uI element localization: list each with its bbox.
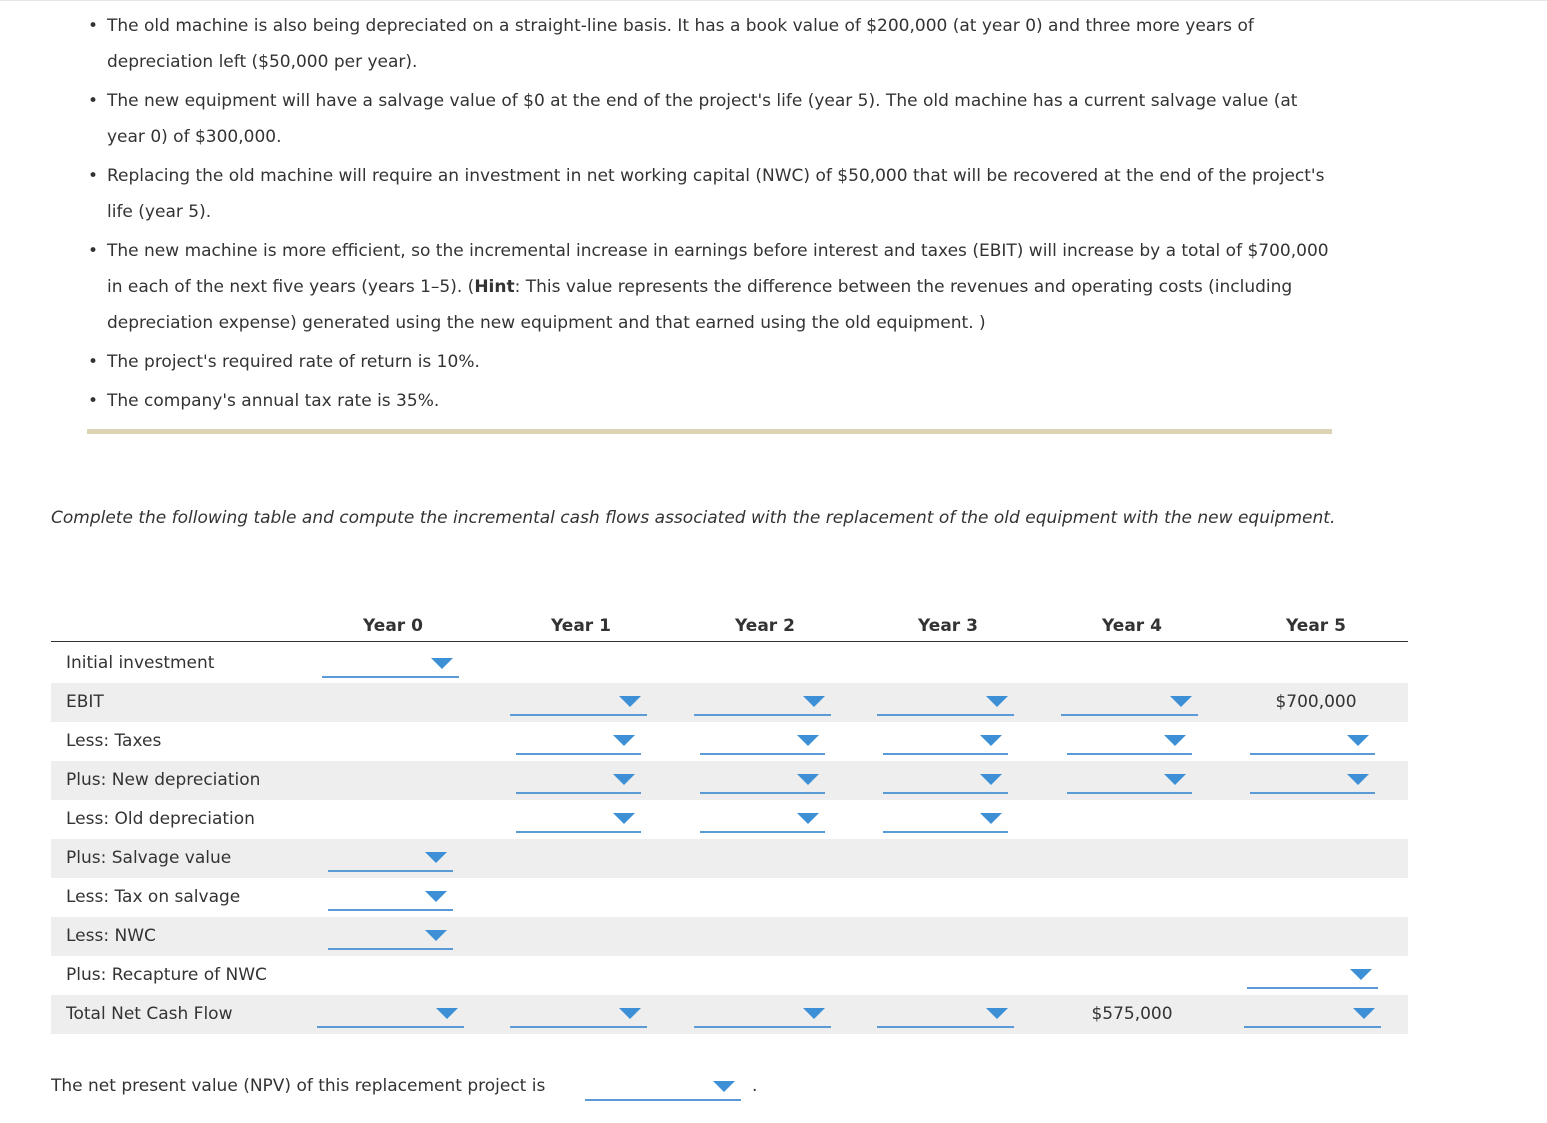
triangle-down-icon: [1164, 774, 1186, 785]
triangle-down-icon: [425, 891, 447, 902]
triangle-down-icon: [980, 774, 1002, 785]
instruction-text: Complete the following table and compute the incremental cash flows associated with the replacement of the old equipment with the new equipment.: [51, 508, 1336, 528]
dropdown-ebit-year4[interactable]: [1061, 686, 1198, 716]
row-label: Initial investment: [66, 653, 215, 673]
triangle-down-icon: [797, 735, 819, 746]
dropdown-npv[interactable]: [585, 1071, 741, 1101]
triangle-down-icon: [1170, 696, 1192, 707]
triangle-down-icon: [713, 1081, 735, 1092]
npv-period: .: [752, 1076, 758, 1096]
assumption-list: [87, 8, 1337, 422]
triangle-down-icon: [986, 696, 1008, 707]
triangle-down-icon: [797, 774, 819, 785]
triangle-down-icon: [1164, 735, 1186, 746]
dropdown-salvage-year0[interactable]: [328, 842, 453, 872]
row-label: Less: NWC: [66, 926, 156, 946]
dropdown-ebit-year2[interactable]: [694, 686, 831, 716]
dropdown-taxes-year2[interactable]: [700, 725, 825, 755]
dropdown-new-dep-year2[interactable]: [700, 764, 825, 794]
row-label: Plus: Recapture of NWC: [66, 965, 267, 985]
triangle-down-icon: [619, 696, 641, 707]
header-year-4: Year 4: [1102, 616, 1162, 636]
row-label: EBIT: [66, 692, 104, 712]
header-year-3: Year 3: [918, 616, 978, 636]
dropdown-new-dep-year3[interactable]: [883, 764, 1008, 794]
row-initial-investment: [51, 644, 1408, 683]
dropdown-taxes-year3[interactable]: [883, 725, 1008, 755]
triangle-down-icon: [803, 696, 825, 707]
total-year4-value: $575,000: [1091, 1004, 1173, 1024]
bullet-salvage: • The new equipment will have a salvage value of $0 at the end of the project's life (year 5). The old machine has a current salvage value (at year 0) of $300,000.: [87, 83, 1337, 155]
row-salvage: [51, 839, 1408, 878]
triangle-down-icon: [613, 774, 635, 785]
triangle-down-icon: [1347, 735, 1369, 746]
triangle-down-icon: [613, 813, 635, 824]
ebit-year5-value: $700,000: [1275, 692, 1357, 712]
dropdown-taxes-year1[interactable]: [516, 725, 641, 755]
bullet-tax: • The company's annual tax rate is 35%.: [87, 383, 1337, 419]
dropdown-total-year3[interactable]: [877, 998, 1014, 1028]
dropdown-total-year0[interactable]: [317, 998, 464, 1028]
bullet-nwc: • Replacing the old machine will require an investment in net working capital (NWC) of $50,000 that will be recovered at the end of the project's life (year 5).: [87, 158, 1337, 230]
triangle-down-icon: [1353, 1008, 1375, 1019]
header-rule: [51, 641, 1408, 642]
triangle-down-icon: [436, 1008, 458, 1019]
dropdown-old-dep-year1[interactable]: [516, 803, 641, 833]
header-year-2: Year 2: [735, 616, 795, 636]
dropdown-new-dep-year5[interactable]: [1250, 764, 1375, 794]
bullet-ebit-text: The new machine is more efficient, so the incremental increase in earnings before interest and taxes (EBIT) will increase by a total of $700,000 in each of the next five years (years 1–5). (: [107, 241, 1329, 297]
bullet-rate: • The project's required rate of return is 10%.: [87, 344, 1337, 380]
dropdown-old-dep-year3[interactable]: [883, 803, 1008, 833]
dropdown-total-year1[interactable]: [510, 998, 647, 1028]
header-year-0: Year 0: [363, 616, 423, 636]
dropdown-ebit-year1[interactable]: [510, 686, 647, 716]
row-nwc: [51, 917, 1408, 956]
bullet-ebit-hint: : This value represents the difference between the revenues and operating costs (including depreciation expense) generated using the new equipment and that earned using the old equipment. ): [107, 277, 1293, 333]
triangle-down-icon: [425, 930, 447, 941]
triangle-down-icon: [431, 658, 453, 669]
triangle-down-icon: [803, 1008, 825, 1019]
dropdown-nwc-year0[interactable]: [328, 920, 453, 950]
dropdown-total-year5[interactable]: [1244, 998, 1381, 1028]
row-label: Less: Taxes: [66, 731, 162, 751]
triangle-down-icon: [986, 1008, 1008, 1019]
top-border: [0, 0, 1547, 1]
dropdown-recapture-nwc-year5[interactable]: [1247, 959, 1378, 989]
triangle-down-icon: [797, 813, 819, 824]
row-tax-on-salvage: [51, 878, 1408, 917]
row-label: Plus: Salvage value: [66, 848, 232, 868]
triangle-down-icon: [425, 852, 447, 863]
dropdown-new-dep-year1[interactable]: [516, 764, 641, 794]
section-divider: [87, 429, 1332, 434]
row-label: Less: Old depreciation: [66, 809, 255, 829]
triangle-down-icon: [980, 735, 1002, 746]
row-recapture-nwc: [51, 956, 1408, 995]
dropdown-total-year2[interactable]: [694, 998, 831, 1028]
bullet-ebit: [87, 233, 1337, 341]
triangle-down-icon: [1350, 969, 1372, 980]
row-label: Plus: New depreciation: [66, 770, 261, 790]
dropdown-taxes-year5[interactable]: [1250, 725, 1375, 755]
dropdown-new-dep-year4[interactable]: [1067, 764, 1192, 794]
header-year-1: Year 1: [551, 616, 611, 636]
dropdown-initial-investment-year0[interactable]: [322, 648, 459, 678]
dropdown-ebit-year3[interactable]: [877, 686, 1014, 716]
triangle-down-icon: [980, 813, 1002, 824]
triangle-down-icon: [619, 1008, 641, 1019]
dropdown-taxes-year4[interactable]: [1067, 725, 1192, 755]
row-label: Less: Tax on salvage: [66, 887, 241, 907]
header-year-5: Year 5: [1286, 616, 1346, 636]
npv-sentence: The net present value (NPV) of this replacement project is: [51, 1076, 546, 1096]
row-label: Total Net Cash Flow: [66, 1004, 233, 1024]
triangle-down-icon: [613, 735, 635, 746]
triangle-down-icon: [1347, 774, 1369, 785]
bullet-old-machine: • The old machine is also being depreciated on a straight-line basis. It has a book value of $200,000 (at year 0) and three more years of depreciation left ($50,000 per year).: [87, 8, 1337, 80]
dropdown-old-dep-year2[interactable]: [700, 803, 825, 833]
hint-label: Hint: [474, 277, 515, 297]
dropdown-tax-salvage-year0[interactable]: [328, 881, 453, 911]
